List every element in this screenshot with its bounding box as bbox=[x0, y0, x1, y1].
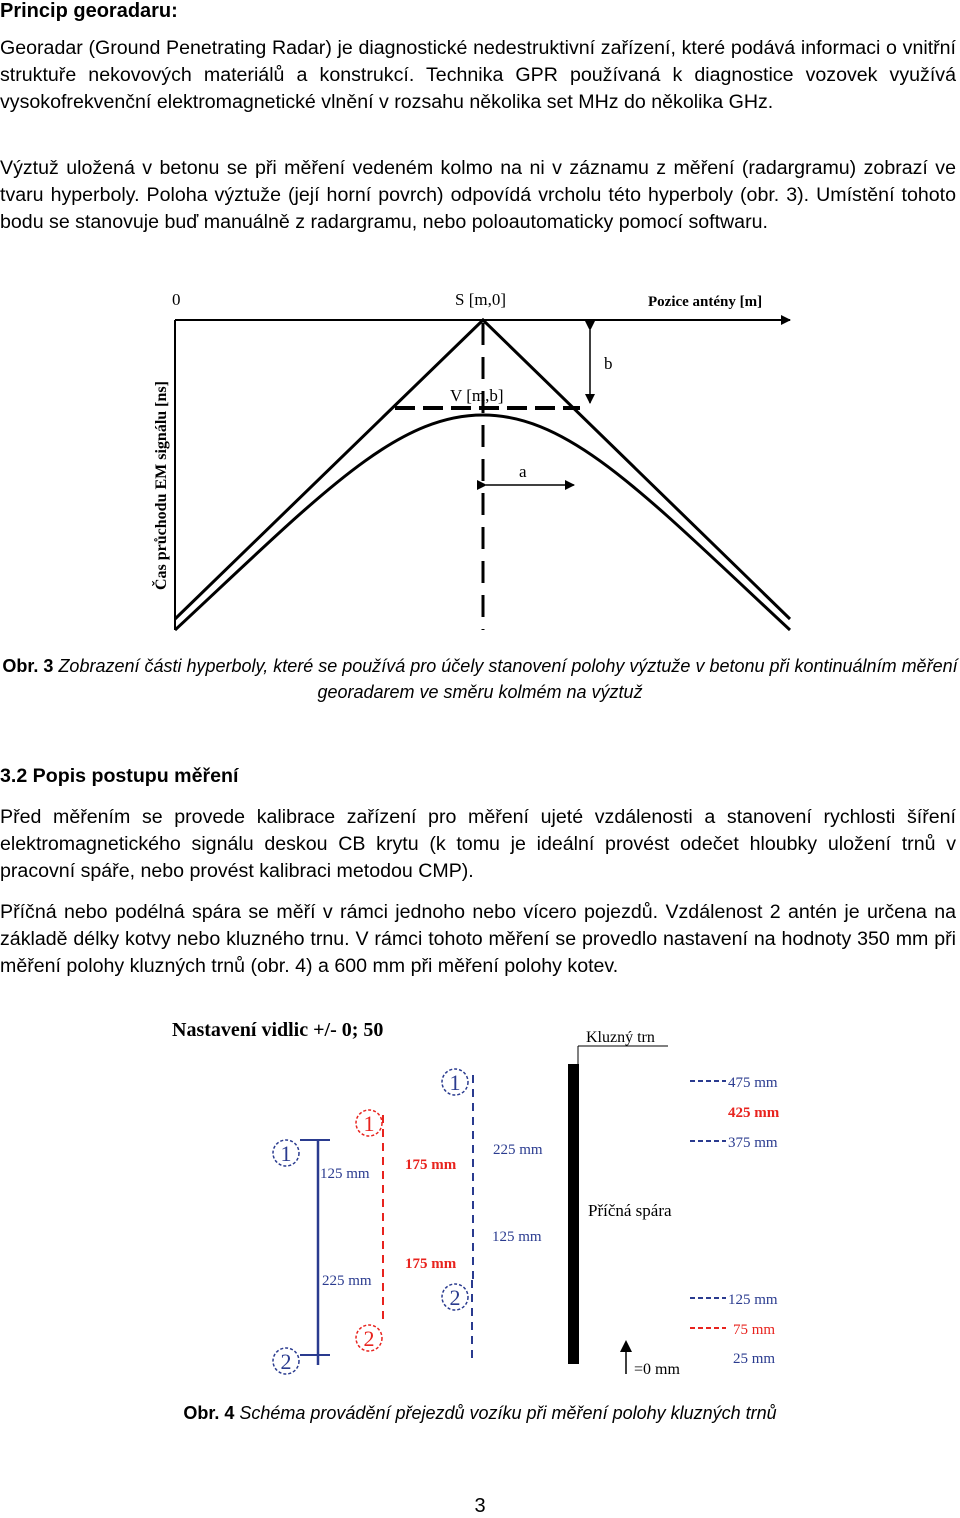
zero-arrow-head bbox=[620, 1340, 632, 1352]
page-number: 3 bbox=[474, 1495, 486, 1517]
origin-label: 0 bbox=[172, 290, 181, 309]
svg-text:2: 2 bbox=[280, 1349, 292, 1374]
paragraph-gpr-intro: Georadar (Ground Penetrating Radar) je diagnostické nedestruktivní zařízení, které podává informaci o vnitřní struktuře nekovových materiálů a konstrukcí. Technika GPR používaná k diagnostice vozovek využívá vysokofrekvenční elektromagnetické vlnění v rozsahu několika set MHz do několika GHz. bbox=[0, 37, 956, 113]
dowel-label: Kluzný trn bbox=[586, 1029, 655, 1046]
left-label-225: 225 mm bbox=[322, 1273, 372, 1289]
right-label-425: 425 mm bbox=[728, 1105, 780, 1121]
paragraph-calibration: Před měřením se provede kalibrace zařízení pro měření ujeté vzdálenosti a stanovení rychlosti šíření elektromagnetického signálu deskou CB krytu (k tomu je ideální provést odečet hloubky uložení trnů v pracovní spáře, nebo provést kalibraci metodou CMP). bbox=[0, 806, 956, 882]
figure3-caption bbox=[0, 653, 960, 705]
svg-text:1: 1 bbox=[363, 1111, 375, 1136]
marker-2-left-blue bbox=[273, 1348, 299, 1374]
b-label: b bbox=[604, 354, 613, 373]
paragraph-reinforcement: Výztuž uložená v betonu se při měření vedeném kolmo na ni v záznamu z měření (radargramu) zobrazí ve tvaru hyperboly. Poloha výztuže (její horní povrch) odpovídá vrcholu této hyperboly (obr. 3). Umístění tohoto bodu se stanovuje buď manuálně z radargramu, nebo poloautomaticky pomocí softwaru. bbox=[0, 157, 956, 233]
right-label-475: 475 mm bbox=[728, 1075, 778, 1091]
paragraph-joint-measurement: Příčná nebo podélná spára se měří v rámci jednoho nebo vícero pojezdů. Vzdálenost 2 antén je určena na základě délky kotvy nebo kluzného trnu. V rámci tohoto měření se provedlo nastavení na hodnoty 350 mm při měření polohy kluzných trnů (obr. 4) a 600 mm při měření polohy kotev. bbox=[0, 901, 956, 977]
figure4-caption-prefix: Obr. 4 bbox=[183, 1403, 235, 1423]
figure4-title: Nastavení vidlic +/- 0; 50 bbox=[172, 1019, 384, 1041]
figure-measurement-scheme bbox=[0, 1010, 960, 1395]
marker-1-left-blue bbox=[273, 1140, 299, 1166]
svg-text:2: 2 bbox=[449, 1285, 461, 1310]
right-label-375: 375 mm bbox=[728, 1135, 778, 1151]
a-label: a bbox=[519, 462, 527, 481]
v-point-label: V [m,b] bbox=[450, 386, 504, 405]
marker-2-center-blue bbox=[442, 1284, 468, 1310]
dowel-bar bbox=[568, 1064, 579, 1364]
joint-label: Příčná spára bbox=[588, 1201, 672, 1220]
figure3-caption-text: Zobrazení části hyperboly, které se používá pro účely stanovení polohy výztuže v betonu při kontinuálním měření georadarem ve směru kolmém na výztuž bbox=[58, 656, 958, 702]
figure-hyperbola bbox=[0, 285, 960, 635]
figure4-caption bbox=[0, 1400, 960, 1426]
center-label-125: 125 mm bbox=[492, 1229, 542, 1245]
s-point-label: S [m,0] bbox=[455, 290, 506, 309]
svg-text:1: 1 bbox=[449, 1070, 461, 1095]
subsection-title: 3.2 Popis postupu měření bbox=[0, 765, 239, 787]
center-label-175: 175 mm bbox=[405, 1256, 457, 1272]
section-title: Princip georadaru: bbox=[0, 0, 178, 22]
center-label-225: 225 mm bbox=[493, 1142, 543, 1158]
right-label-25: 25 mm bbox=[733, 1351, 776, 1367]
y-axis-label: Čas průchodu EM signálu [ns] bbox=[153, 381, 170, 590]
x-axis-label: Pozice antény [m] bbox=[648, 294, 763, 310]
right-label-75: 75 mm bbox=[733, 1322, 776, 1338]
svg-text:2: 2 bbox=[363, 1326, 375, 1351]
zero-label: =0 mm bbox=[634, 1361, 680, 1378]
figure4-caption-text: Schéma provádění přejezdů vozíku při měření polohy kluzných trnů bbox=[239, 1403, 777, 1423]
left-label-125: 125 mm bbox=[320, 1166, 370, 1182]
figure3-caption-prefix: Obr. 3 bbox=[2, 656, 54, 676]
marker-1-top-blue bbox=[442, 1069, 468, 1095]
marker-2-red bbox=[356, 1325, 382, 1351]
right-label-125: 125 mm bbox=[728, 1292, 778, 1308]
marker-1-red bbox=[356, 1110, 382, 1136]
left-label-175: 175 mm bbox=[405, 1157, 457, 1173]
svg-text:1: 1 bbox=[280, 1141, 292, 1166]
